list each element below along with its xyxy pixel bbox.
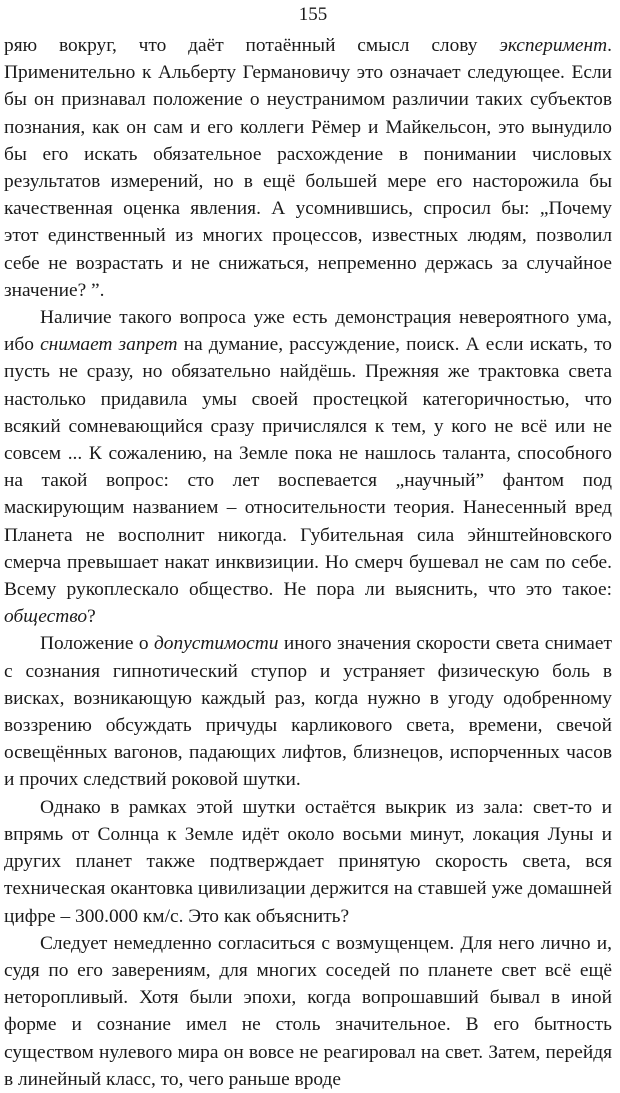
paragraph-5 <box>4 930 612 1093</box>
italic-segment: эксперимент <box>499 35 608 56</box>
body-text <box>4 32 612 1093</box>
text-segment: Следует немедленно согласиться с возмущенцем. Для него лично и, судя по его заверениям, для многих соседей по планете свет всё ещё неторопливый. Хотя были эпохи, когда вопрошавший бывал в иной форме и сознание имел не столь значительное. В его бытность существом нулевого мира он вовсе не реагировал на свет. Затем, перейдя в линейный класс, то, чего раньше вроде <box>4 932 612 1090</box>
text-segment: на думание, рассуждение, поиск. А если искать, то пусть не сразу, но обязательно найдёшь. Прежняя же трактовка света настолько придавила умы своей простецкой категоричностью, что всякий сомневающийся сразу причислялся к тем, у кого не всё или не совсем ... К сожалению, на Земле пока не нашлось таланта, способного на такой вопрос: сто лет воспевается „научный” фантом под маскирующим названием – относительности теория. Нанесенный вред Планета не восполнит никогда. Губительная сила эйнштейновского смерча превышает накат инквизиции. Но смерч бушевал не сам по себе. Всему рукоплескало общество. Не пора ли выяснить, что это такое: <box>4 334 612 601</box>
page-number: 155 <box>298 4 328 25</box>
text-segment: Наличие такого вопроса уже есть демонстрация невероятного ума, ибо <box>4 307 612 356</box>
paragraph-4 <box>4 794 612 930</box>
italic-segment: общество <box>4 606 88 628</box>
paragraph-2 <box>4 304 612 630</box>
text-segment: иного значения скорости света снимает с сознания гипнотический ступор и устраняет физическую боль в висках, возникающую каждый раз, когда нужно в угоду одобренному воззрению обсуждать причуды карликового света, времени, свечой освещённых вагонов, падающих лифтов, близнецов, испорченных часов и прочих следствий роковой шутки. <box>4 633 612 791</box>
text-segment: . Применительно к Альберту Германовичу это означает следующее. Если бы он признавал положение о неустранимом различии таких субъектов познания, как он сам и его коллеги Рёмер и Майкельсон, это вынудило бы его искать обязательное расхождение в понимании числовых результатов измерений, но в ещё большей мере его насторожила бы качественная оценка явления. А усомнившись, спросил бы: „Почему этот единственный из многих процессов, известных людям, позволил себе не возрастать и не снижаться, непременно держась за случайное значение? ”. <box>4 35 612 301</box>
text-segment: ряю вокруг, что даёт потаённый смысл слову <box>4 35 500 56</box>
paragraph-3 <box>4 630 612 793</box>
text-segment: Однако в рамках этой шутки остаётся выкрик из зала: свет-то и впрямь от Солнца к Земле идёт около восьми минут, локация Луны и других планет также подтверждает принятую скорость света, вся техническая окантовка цивилизации держится на ставшей уже домашней цифре – 300.000 км/с. Это как объяснить? <box>4 796 612 927</box>
italic-segment: допустимости <box>154 633 279 655</box>
text-segment: ? <box>87 606 96 628</box>
italic-segment: снимает запрет <box>40 334 178 356</box>
text-segment: Положение о <box>40 633 154 655</box>
paragraph-1 <box>4 32 612 304</box>
